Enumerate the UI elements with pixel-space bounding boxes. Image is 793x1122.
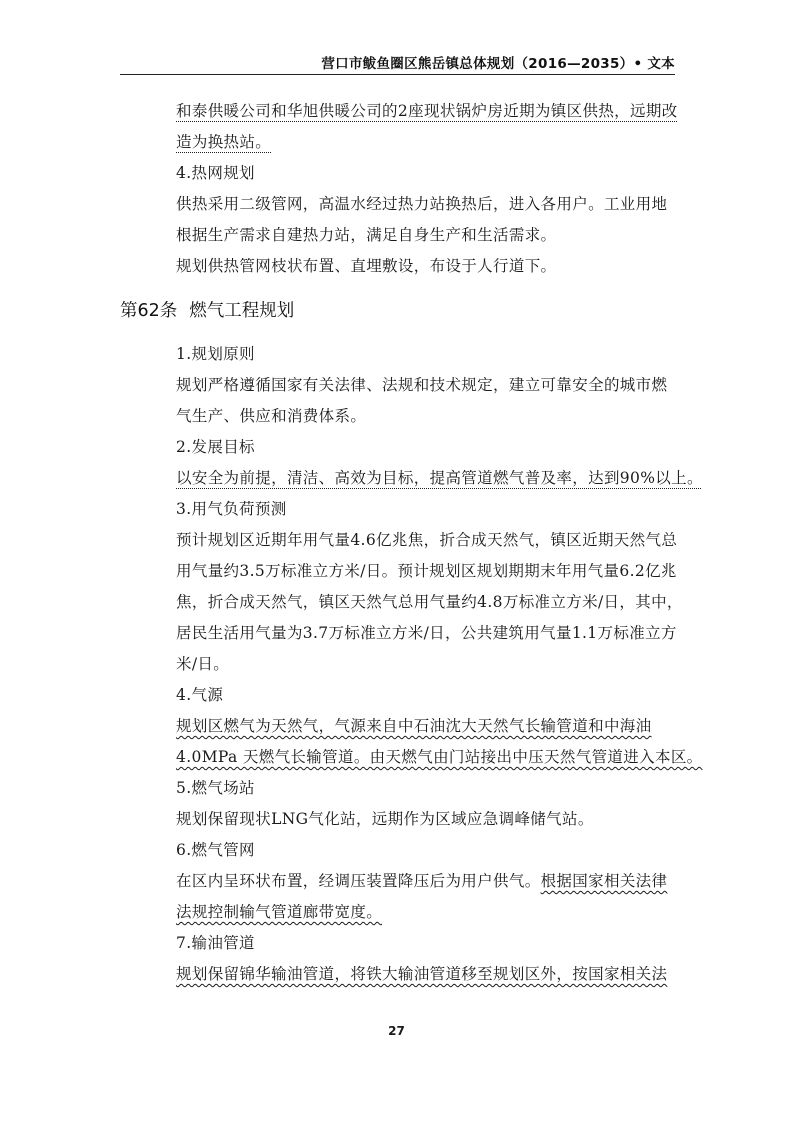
subheading-load-forecast: 3.用气负荷预测 — [176, 500, 287, 518]
paragraph-line: 规划保留锦华输油管道，将铁大输油管道移至规划区外，按国家相关法 — [176, 965, 668, 983]
page-number: 27 — [388, 1024, 405, 1038]
header-divider — [120, 74, 675, 75]
paragraph-line: 以安全为前提，清洁、高效为目标，提高管道燃气普及率，达到90%以上。 — [176, 469, 703, 487]
paragraph-line: 规划保留现状LNG气化站，远期作为区域应急调峰储气站。 — [176, 810, 594, 828]
subheading-oil-pipeline: 7.输油管道 — [176, 934, 255, 952]
subheading-gas-source: 4.气源 — [176, 686, 224, 704]
paragraph-line: 4.0MPa 天燃气长输管道。由天燃气由门站接出中压天然气管道进入本区。 — [176, 748, 703, 766]
text-segment: 在区内呈环状布置，经调压装置降压后为用户供气。 — [176, 872, 541, 890]
paragraph-line: 供热采用二级管网，高温水经过热力站换热后，进入各用户。工业用地 — [176, 195, 668, 213]
running-header: 营口市鲅鱼圈区熊岳镇总体规划（2016—2035）• 文本 — [321, 56, 675, 72]
paragraph-line — [120, 866, 680, 897]
text-segment-underlined: 根据国家相关法律 — [540, 872, 668, 890]
paragraph-line: 和泰供暖公司和华旭供暖公司的2座现状锅炉房近期为镇区供热，远期改 — [176, 102, 678, 120]
subheading-goals: 2.发展目标 — [176, 438, 255, 456]
subheading-gas-station: 5.燃气场站 — [176, 779, 255, 797]
paragraph-line: 规划严格遵循国家有关法律、法规和技术规定，建立可靠安全的城市燃 — [176, 376, 668, 394]
paragraph-line: 气生产、供应和消费体系。 — [176, 407, 367, 425]
paragraph-line: 规划供热管网枝状布置、直埋敷设，布设于人行道下。 — [176, 257, 557, 275]
paragraph-line: 居民生活用气量为3.7万标准立方米/日，公共建筑用气量1.1万标准立方 — [176, 624, 677, 642]
section-title — [120, 296, 680, 327]
paragraph-line: 造为换热站。 — [176, 133, 272, 151]
paragraph-line: 规划区燃气为天然气，气源来自中石油沈大天然气长输管道和中海油 — [176, 717, 652, 735]
paragraph-line: 焦，折合成天然气，镇区天然气总用气量约4.8万标准立方米/日，其中， — [176, 593, 683, 611]
paragraph-line: 用气量约3.5万标准立方米/日。预计规划区规划期期末年用气量6.2亿兆 — [176, 562, 677, 580]
subheading-principles: 1.规划原则 — [176, 345, 255, 363]
document-body — [120, 96, 703, 990]
paragraph-line: 法规控制输气管道廊带宽度。 — [176, 903, 383, 921]
subheading-heat-network: 4.热网规划 — [176, 164, 255, 182]
paragraph-line: 预计规划区近期年用气量4.6亿兆焦，折合成天然气，镇区近期天然气总 — [176, 531, 678, 549]
section-name: 燃气工程规划 — [189, 301, 295, 321]
paragraph-line: 根据生产需求自建热力站，满足自身生产和生活需求。 — [176, 226, 557, 244]
paragraph-line: 米/日。 — [176, 655, 230, 673]
section-number: 第62条 — [120, 301, 178, 321]
subheading-gas-network: 6.燃气管网 — [176, 841, 255, 859]
